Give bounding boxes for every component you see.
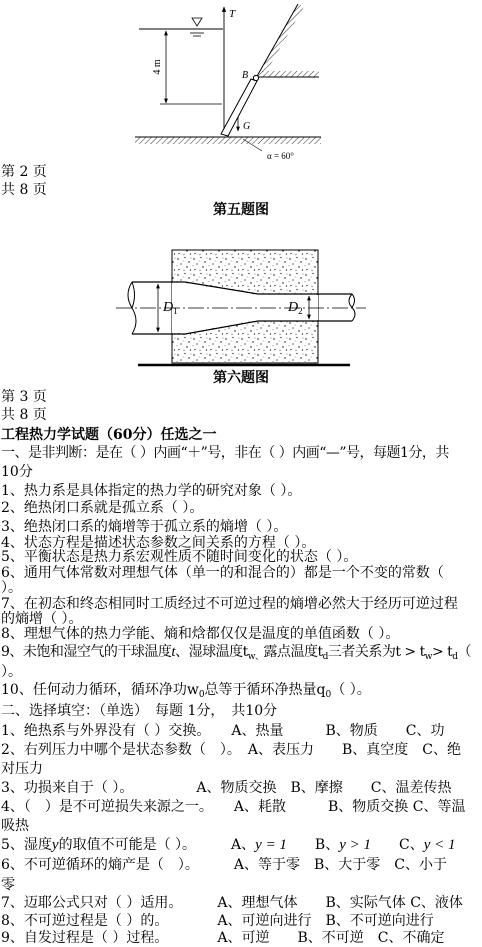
d1-index: 1	[173, 306, 178, 316]
figure-6-caption: 第六题图	[213, 370, 269, 386]
part1-question-8: 8、理想气体的热力学能、熵和焓都仅仅是温度的单值函数（ ）。	[1, 626, 400, 642]
part2-question-1: 1、绝热系与外界没有（ ）交换。 A、热量 B、物质 C、功	[1, 723, 445, 739]
p2q5-text: C、	[371, 837, 424, 853]
part1-heading-line1: 一、是非判断：是在（ ）内画“＋”号，非在（ ）内画“—”号，每题1分，共	[1, 445, 449, 461]
page-total: 共 8 页	[1, 407, 47, 423]
q9-text: 9、未饱和湿空气的干球温度	[1, 644, 172, 660]
part2-question-9: 9、自发过程是（ ）过程。 A、可逆 B、不可逆 C、不确定	[1, 930, 445, 946]
part1-question-6-line1: 6、通用气体常数对理想气体（单一的和混合的）都是一个不变的常数（	[1, 565, 444, 581]
exam-title: 工程热力学试题（60分）任选之一	[1, 427, 217, 443]
p2q5-option-b: y > 1	[339, 837, 372, 853]
page-number: 第 2 页	[1, 164, 47, 180]
figure-6-diagram	[0, 240, 482, 372]
q10-text: 10、任何动力循环，循环净功w	[1, 682, 199, 698]
q9-text: 三者关系为t > t	[327, 644, 425, 660]
q10-text: （ ）。	[331, 682, 371, 698]
part2-question-4-line1: 4、（ ）是不可逆损失来源之一。 A、耗散 B、物质交换 C、等温	[1, 799, 466, 815]
part2-question-2-line2: 对压力	[1, 761, 43, 777]
q10-subscript: 0	[325, 690, 332, 700]
gate-plate	[221, 79, 257, 136]
water-level-symbol	[190, 18, 204, 36]
part1-question-4: 4、状态方程是描述状态参数之间关系的方程（ ）。	[1, 535, 316, 551]
p2q5-text: 的取值不可能是（ ）。 A、	[58, 837, 256, 853]
part1-question-2: 2、绝热闭口系就是孤立系（ ）。	[1, 500, 204, 516]
depth-label: 4 m	[152, 59, 163, 75]
d2-index: 2	[298, 306, 303, 316]
q9-subscript: d	[452, 652, 458, 662]
hinge-label: B	[242, 70, 249, 81]
part2-question-5	[1, 837, 456, 853]
bottom-ground-hatching	[135, 137, 321, 144]
part1-question-9-line2: ）。	[1, 664, 22, 680]
figure-5-diagram	[0, 0, 482, 165]
part2-heading: 二、选择填空：（单选） 每题 1分， 共10分	[1, 703, 278, 719]
d2-symbol: D	[288, 300, 299, 315]
part1-question-9-line1	[1, 644, 471, 662]
q9-dry-bulb-symbol: t	[171, 644, 176, 660]
p2q5-text: B、	[286, 837, 340, 853]
q9-subscript: w	[424, 652, 432, 662]
q9-text: （	[457, 644, 472, 660]
page-total: 共 8 页	[1, 182, 47, 198]
page-number: 第 3 页	[1, 389, 47, 405]
part2-question-2-line1: 2、右列压力中哪个是状态参数（ ）。 A、表压力 B、真空度 C、绝	[1, 742, 462, 758]
weight-label: G	[243, 121, 251, 132]
figure-5-caption: 第五题图	[213, 202, 269, 218]
q10-subscript: 0	[198, 690, 205, 700]
part1-question-6-line2: ）。	[1, 580, 22, 596]
part2-question-3: 3、功损来自于（ ）。 A、物质交换 B、摩擦 C、温差传热	[1, 780, 452, 796]
p2q5-option-c: y < 1	[423, 837, 456, 853]
part2-question-8: 8、不可逆过程是（ ）的。 A、可逆向进行 B、不可逆向进行	[1, 913, 434, 929]
q9-text: 露点温度t	[263, 644, 323, 660]
q9-text: 、湿球温度t	[175, 644, 248, 660]
part2-question-4-line2: 吸热	[1, 818, 29, 834]
wall-hatching	[257, 5, 305, 76]
part2-question-6-line2: 零	[1, 877, 15, 893]
part1-question-3: 3、绝热闭口系的熵增等于孤立系的熵增（ ）。	[1, 519, 288, 535]
pipe-right-break	[349, 294, 355, 321]
d1-symbol: D	[163, 300, 174, 315]
part1-question-7-line2: 的熵增（ ）。	[1, 611, 83, 627]
hinge-point	[253, 75, 258, 80]
q9-subscript: w、	[247, 652, 264, 662]
lift-force-label: T	[229, 8, 236, 20]
q10-text: 总等于循环净热量q	[204, 682, 326, 698]
part1-question-5: 5、平衡状态是热力系宏观性质不随时间变化的状态（ ）。	[1, 549, 358, 565]
angle-label: α = 60°	[267, 151, 294, 161]
inclined-wall-line	[256, 4, 298, 78]
p2q5-option-a: y = 1	[255, 837, 287, 853]
part2-question-7: 7、迈耶公式只对（ ）适用。 A、理想气体 B、实际气体 C、液体	[1, 895, 463, 911]
p2q5-symbol: y	[51, 837, 59, 853]
p2q5-text: 5、湿度	[1, 837, 52, 853]
part2-question-6-line1: 6、不可逆循环的熵产是（ ）。 A、等于零 B、大于零 C、小于	[1, 857, 448, 873]
part1-heading-line2: 10分	[1, 464, 33, 480]
q9-text: > t	[431, 644, 453, 660]
q9-subscript: d	[322, 652, 328, 662]
part1-question-1: 1、热力系是具体指定的热力学的研究对象（ ）。	[1, 483, 302, 499]
part1-question-10	[1, 682, 371, 700]
top-ground-hatching	[262, 71, 319, 77]
part1-question-7-line1: 7、在初态和终态相同时工质经过不可逆过程的熵增必然大于经历可逆过程	[1, 596, 458, 612]
